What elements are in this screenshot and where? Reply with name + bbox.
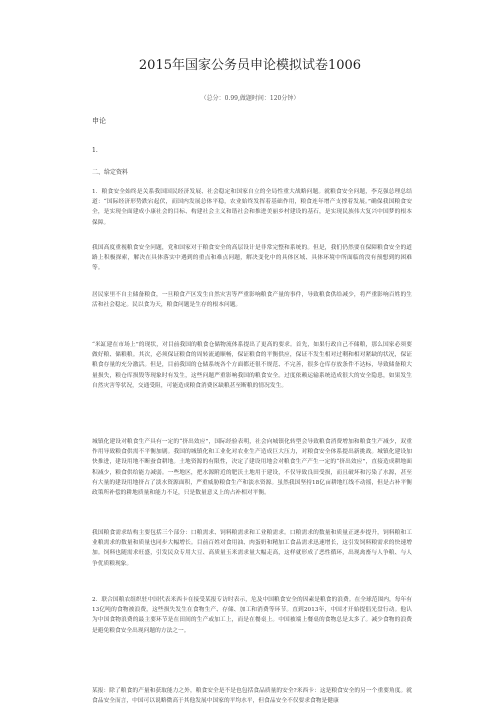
paragraph-5: 城镇化建设对粮食生产具有一定的“挤出效应”，国际经验表明，社会向城镇化转型会导致粮食消费增加和粮食生产减少，双重作用导致粮食供需不平衡加剧。我国的城镇化和工业化对农业生产造成巨大压力，对粮食安全体系提出新挑战。城镇化建设加快推进，建设用地不断蚕食耕地。土地资源的有限性，决定了建设用地会对粮食生产产生一定的“挤出效应”，直接造成耕地面积减少，粮食供给能力减弱。一些地区，把水源附近的肥沃土地用于建设，不仅导致良田受损，而且破坏和污染了水源，甚至有大量的建设用地挤占了淡水资源面积，严重威胁粮食生产和淡水资源。虽然我国坚持18亿亩耕地红线不动摇，但是占补平衡政策所补偿的耕地质量和能力不足，只是数量意义上的占补相对平衡。 bbox=[92, 439, 412, 497]
document-title: 2015年国家公务员申论模拟试卷1006 bbox=[138, 58, 362, 73]
question-number: 1. bbox=[92, 147, 98, 154]
exam-info: （总分：0.99,做题时间：120分钟） bbox=[200, 95, 300, 102]
paragraph-2: 我国高度重视粮食安全问题，党和国家对于粮食安全的高层设计是非常完整和系统的。但是，我们仍然要在保障粮食安全的道路上积极探索，解决在具体落实中遇到的重点和难点问题，解决变化中的具体区域、具体环境中所面临的没有预想到的困难等。 bbox=[92, 245, 412, 272]
paragraph-6: 我国粮食需求结构主要包括三个部分：口粮需求、饲料粮需求和工业粮需求。口粮需求的数量和质量正逐步提升，饲料粮和工业粮需求的数量和质量也同步大幅增长。目前百姓对食用油、肉蛋奶和精加工食品需求迅速增长，这引发饲料粮需求的快速增加。饲料也随需求旺盛，引发民众专用大豆、高质量玉米需求量大幅走高，这样就形成了恶性循环，出现禽畜与人争粮、与人争优质粮现象。 bbox=[92, 530, 412, 567]
paragraph-3: 居民家里不自主储备粮食，一旦粮食产区发生自然灾害等严重影响粮食产量的事件，导致粮食供给减少，将严重影响百姓的生活和社会稳定。民以食为天，粮食问题是生存的根本问题。 bbox=[92, 292, 412, 309]
paragraph-8: 某报：除了粮食的产量和获取能力之外，粮食安全是不是也包括食品质量的安全?米西卡：这是粮食安全的另一个重要角度。就食品安全而言，中国可以说略微高于其他发展中国家的平均水平，但食品安全不仅要求食物是健康 bbox=[92, 688, 412, 705]
given-material-label: 二、给定资料 bbox=[92, 169, 129, 176]
paragraph-7: 2．联合国粮农组织驻中国代表米西卡在接受某报专访时表示，危及中国粮食安全的因素是粮食的浪费。在全球范围内，每年有13亿吨的食物被浪费，这些损失发生在食物生产、存储、加工和消费等环节。直到2013年，中国才开始提倡光盘行动。他认为中国食物浪费的最主要环节是在田间的生产或加工上，而是在餐桌上。中国被端上餐桌的食物总是太多了。减少食物的浪费是避免粮食安全出现问题的方法之一。 bbox=[92, 597, 412, 634]
paragraph-4: “米缸建在市场上”的现状，对目前我国的粮食仓储物流体系提出了更高的要求。首先，如果行政自己不储粮，那么国家必须要做好粮、储粮粮。其次，必须保证粮食的周转流通顺畅，保证粮食的平衡供应，保证不发生相对过剩和相对紧缺的状况，保证粮食存量的充分激活。但是，目前我国的仓储系统各个方面都还很不规范、不完善，很多仓库存放条件不达标，导致储备粮大量损失，粮仓库损毁等现象时有发生，这些问题严重影响我国的粮食安全。过度依赖运输系统造成很大的安全隐患，如果发生自然灾害等状况，交通受阻，可能造成粮食消费区缺粮甚至断粮的情况发生。 bbox=[92, 342, 412, 389]
section-title: 申论 bbox=[92, 117, 106, 125]
paragraph-1: 1．粮食安全始终是关系我国国民经济发展、社会稳定和国家自立的全局性重大战略问题。就粮食安全问题，李克强总理总结道：“国际经济形势跌宕起伏，而国内发展总体平稳，农业始终发挥着基础作用，粮食连年增产支撑着发展。”确保我国粮食安全，是实现全面建成小康社会的目标、构建社会主义和谐社会和推进美丽乡村建设的基石，是实现民族伟大复兴中国梦的根本保障。 bbox=[92, 189, 412, 226]
